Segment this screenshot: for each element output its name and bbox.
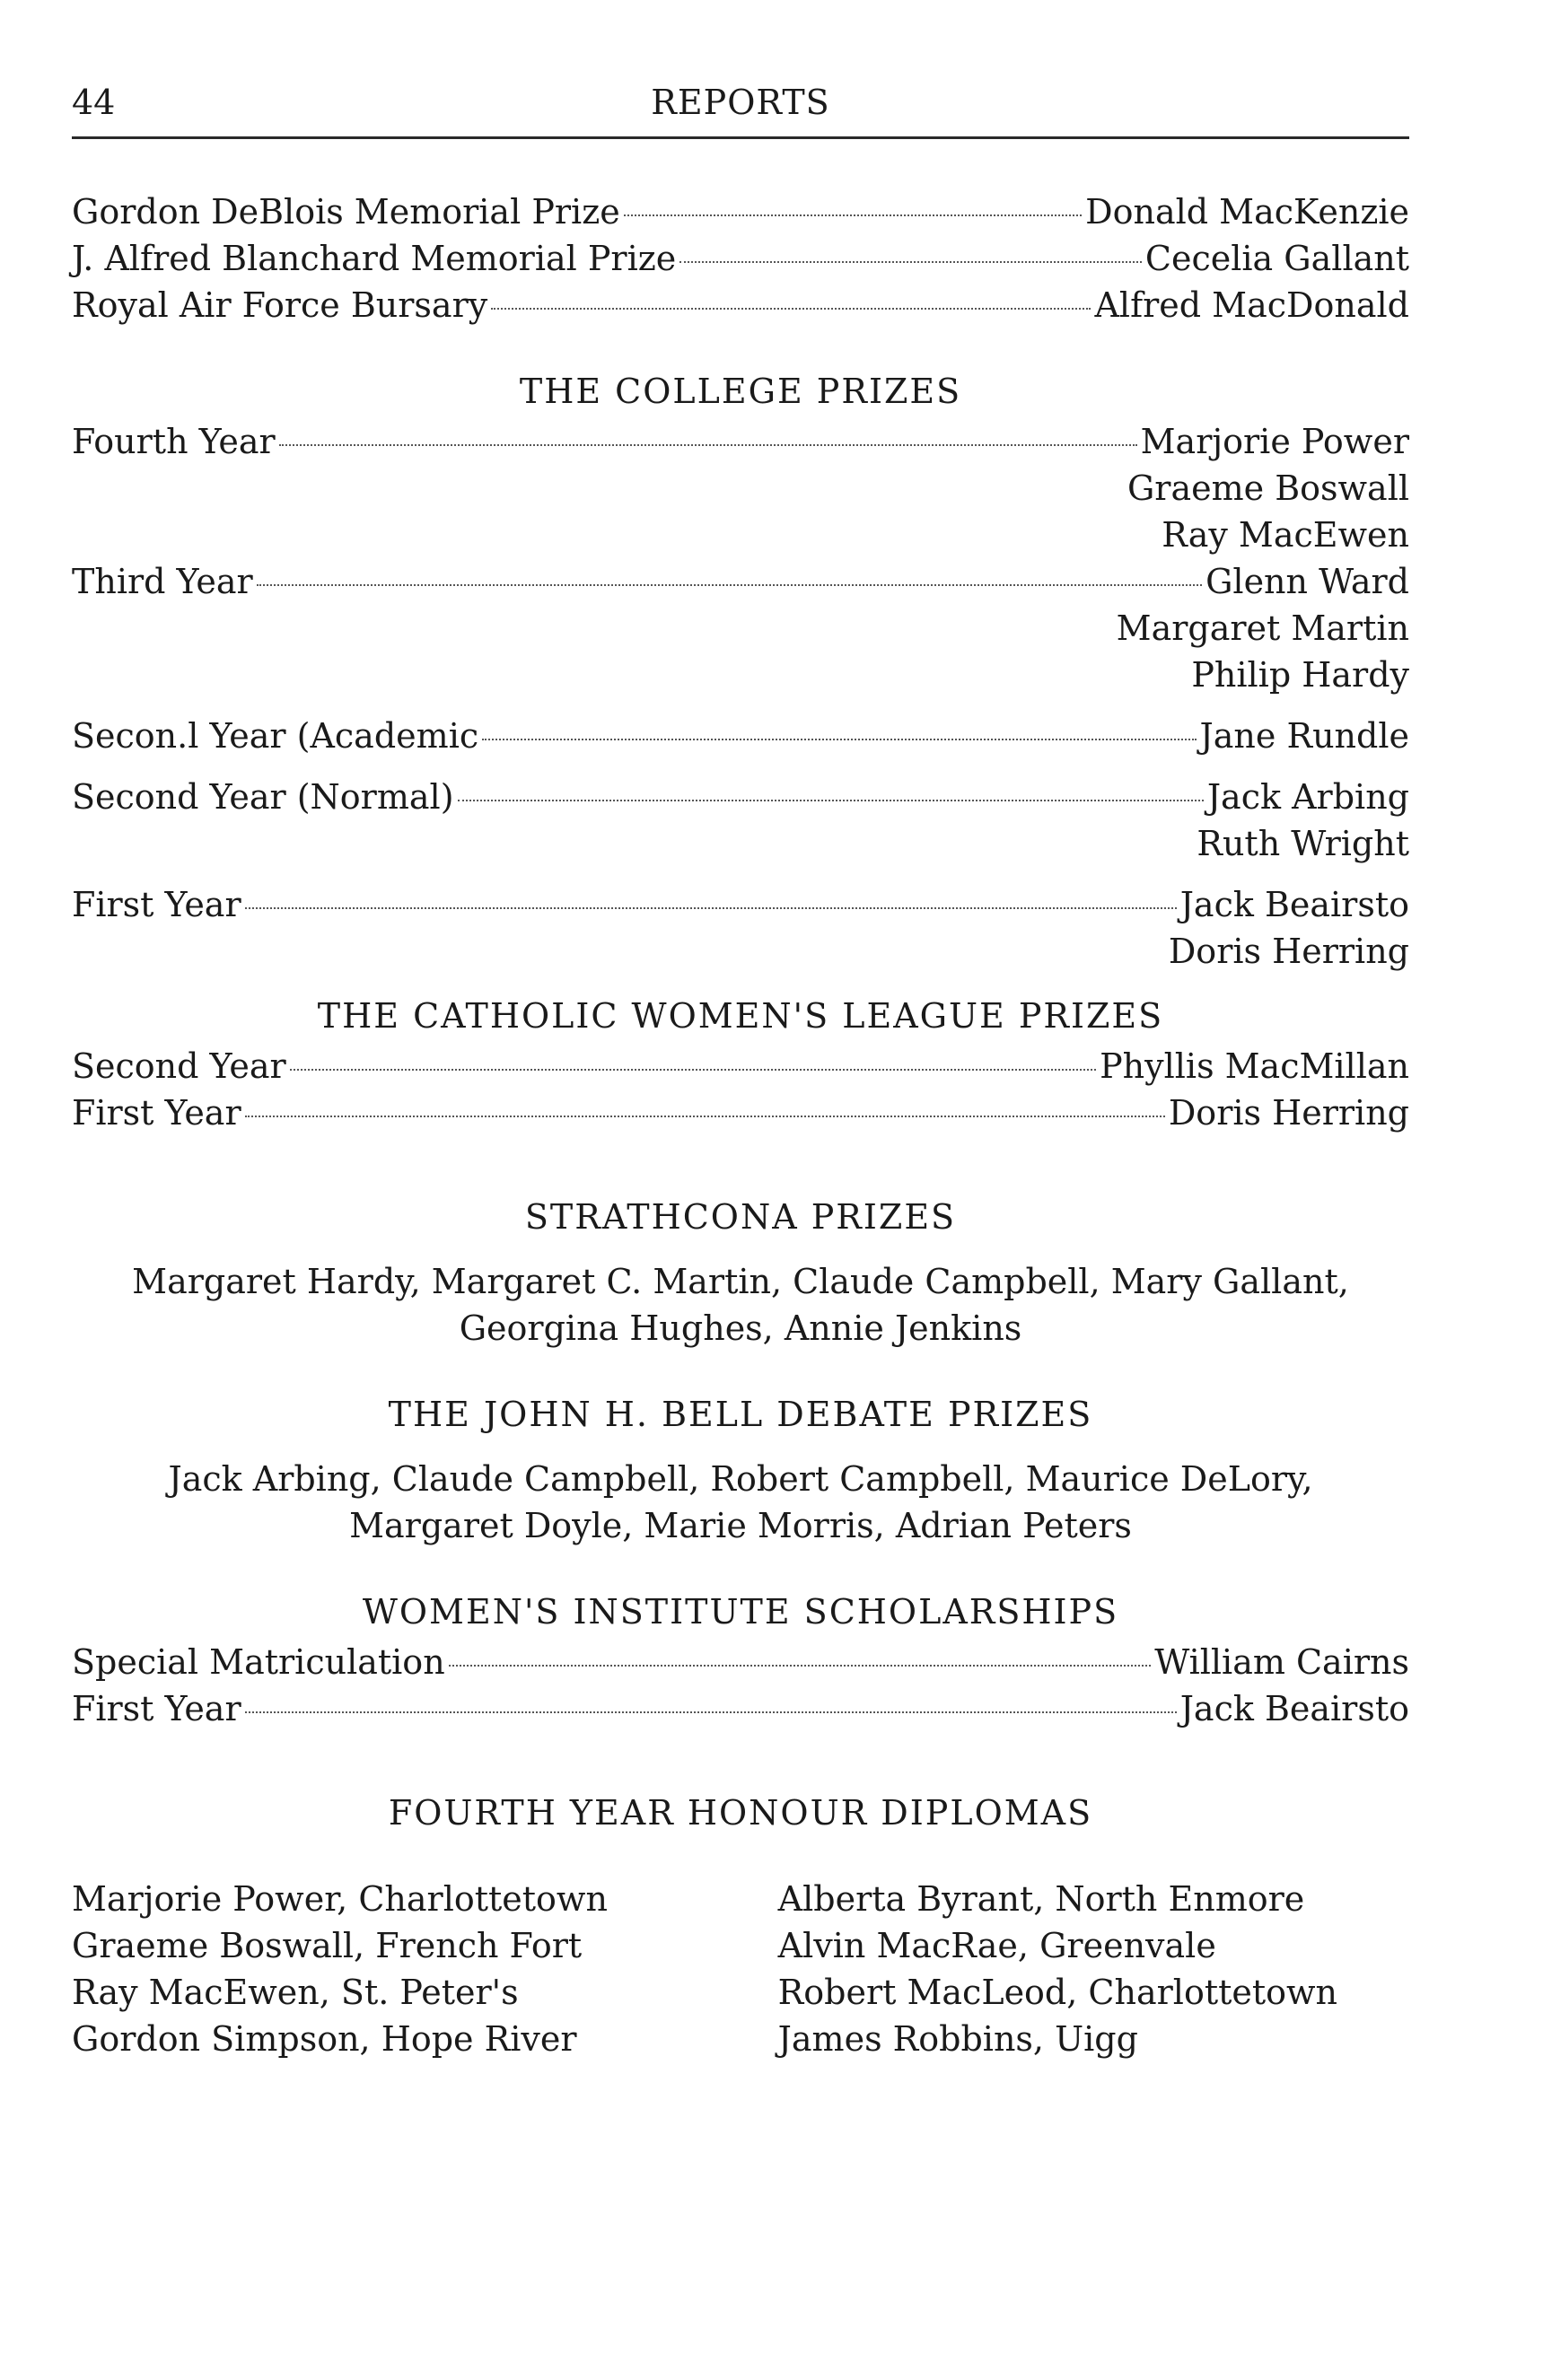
strathcona-section (72, 1190, 1409, 1352)
prize-row (72, 418, 1409, 465)
diploma-recipient: Graeme Boswall, French Fort (72, 1926, 583, 1965)
diploma-recipient: Ray MacEwen, St. Peter's (72, 1973, 519, 2012)
dot-leader (679, 261, 1142, 263)
dot-leader (245, 1711, 1177, 1713)
prize-label: Gordon DeBlois Memorial Prize (72, 192, 620, 232)
prize-label: Second Year (72, 1046, 286, 1086)
prize-row (72, 774, 1409, 820)
dot-leader (449, 1665, 1152, 1667)
dot-leader (245, 907, 1177, 909)
names-line: Margaret Doyle, Marie Morris, Adrian Peters (349, 1506, 1132, 1545)
prize-label: Secon.l Year (Academic (72, 716, 479, 756)
prize-row (72, 282, 1409, 328)
prize-winner: Ruth Wright (1197, 824, 1409, 863)
page-content (72, 188, 1409, 2062)
names-line: Jack Arbing, Claude Campbell, Robert Campbell, Maurice DeLory, (168, 1459, 1313, 1499)
names-line: Georgina Hughes, Annie Jenkins (459, 1308, 1022, 1348)
diploma-recipient: Alberta Byrant, North Enmore (777, 1879, 1305, 1919)
diploma-recipient: Robert MacLeod, Charlottetown (777, 1973, 1337, 2012)
prize-label: Fourth Year (72, 422, 276, 461)
diploma-recipient: Gordon Simpson, Hope River (72, 2019, 577, 2059)
prize-winner: Ray MacEwen (1162, 515, 1409, 555)
prize-winner: Glenn Ward (1205, 562, 1409, 601)
diplomas-left-column (72, 1876, 608, 2062)
prize-winner: Jane Rundle (1199, 716, 1409, 756)
prize-row (72, 188, 1409, 235)
section-heading: STRATHCONA PRIZES (524, 1197, 957, 1237)
section-heading: WOMEN'S INSTITUTE SCHOLARSHIPS (362, 1592, 1119, 1632)
dot-leader (279, 444, 1137, 446)
diplomas-columns (72, 1876, 1409, 2062)
section-heading: FOURTH YEAR HONOUR DIPLOMAS (388, 1793, 1093, 1833)
prize-winner: Marjorie Power (1140, 422, 1409, 461)
top-prizes-section (72, 188, 1409, 328)
page-header (72, 74, 1409, 139)
prize-label: First Year (72, 1689, 241, 1728)
dot-leader (491, 308, 1091, 310)
prize-winner: Alfred MacDonald (1094, 285, 1409, 325)
dot-leader (245, 1116, 1165, 1117)
prize-row (72, 1089, 1409, 1136)
prize-winner: Jack Arbing (1206, 777, 1409, 817)
prize-winner: Philip Hardy (1191, 655, 1409, 695)
dot-leader (458, 800, 1204, 801)
college-prizes-section (72, 364, 1409, 975)
prize-row (72, 558, 1409, 605)
prize-label: Third Year (72, 562, 253, 601)
diploma-recipient: Alvin MacRae, Greenvale (777, 1926, 1216, 1965)
prize-winner: Jack Beairsto (1179, 1689, 1409, 1728)
diploma-recipient: Marjorie Power, Charlottetown (72, 1879, 608, 1919)
dot-leader (257, 584, 1202, 586)
diplomas-right-column (778, 1876, 1337, 2062)
prize-label: J. Alfred Blanchard Memorial Prize (72, 239, 677, 278)
prize-label: First Year (72, 885, 241, 924)
diploma-recipient: James Robbins, Uigg (777, 2019, 1138, 2059)
prize-winner: Doris Herring (1168, 932, 1409, 971)
prize-row (72, 1685, 1409, 1732)
names-line: Margaret Hardy, Margaret C. Martin, Claude Campbell, Mary Gallant, (132, 1262, 1349, 1301)
page-number: 44 (72, 83, 116, 122)
cwl-prizes-section (72, 989, 1409, 1136)
prize-row (72, 1639, 1409, 1685)
document-page (72, 0, 1409, 2380)
dot-leader (290, 1069, 1096, 1071)
prize-label: Special Matriculation (72, 1642, 445, 1682)
prize-row (72, 235, 1409, 282)
prize-label: Second Year (Normal) (72, 777, 454, 817)
prize-winner: Donald MacKenzie (1085, 192, 1409, 232)
section-heading: THE JOHN H. BELL DEBATE PRIZES (388, 1395, 1093, 1434)
prize-winner: Jack Beairsto (1179, 885, 1409, 924)
prize-winner: Doris Herring (1168, 1093, 1409, 1133)
bell-debate-section (72, 1387, 1409, 1549)
running-title: REPORTS (651, 83, 830, 122)
prize-winner: Graeme Boswall (1127, 468, 1409, 508)
section-heading: THE CATHOLIC WOMEN'S LEAGUE PRIZES (317, 996, 1164, 1036)
prize-row (72, 713, 1409, 759)
dot-leader (624, 214, 1082, 216)
prize-winner: William Cairns (1154, 1642, 1409, 1682)
honour-diplomas-section (72, 1786, 1409, 2062)
dot-leader (482, 739, 1196, 740)
prize-label: First Year (72, 1093, 241, 1133)
prize-row (72, 1043, 1409, 1089)
prize-winner: Phyllis MacMillan (1100, 1046, 1409, 1086)
wi-scholarships-section (72, 1585, 1409, 1732)
section-heading: THE COLLEGE PRIZES (519, 372, 962, 411)
prize-label: Royal Air Force Bursary (72, 285, 488, 325)
prize-row (72, 881, 1409, 928)
prize-winner: Cecelia Gallant (1144, 239, 1409, 278)
prize-winner: Margaret Martin (1116, 608, 1409, 648)
